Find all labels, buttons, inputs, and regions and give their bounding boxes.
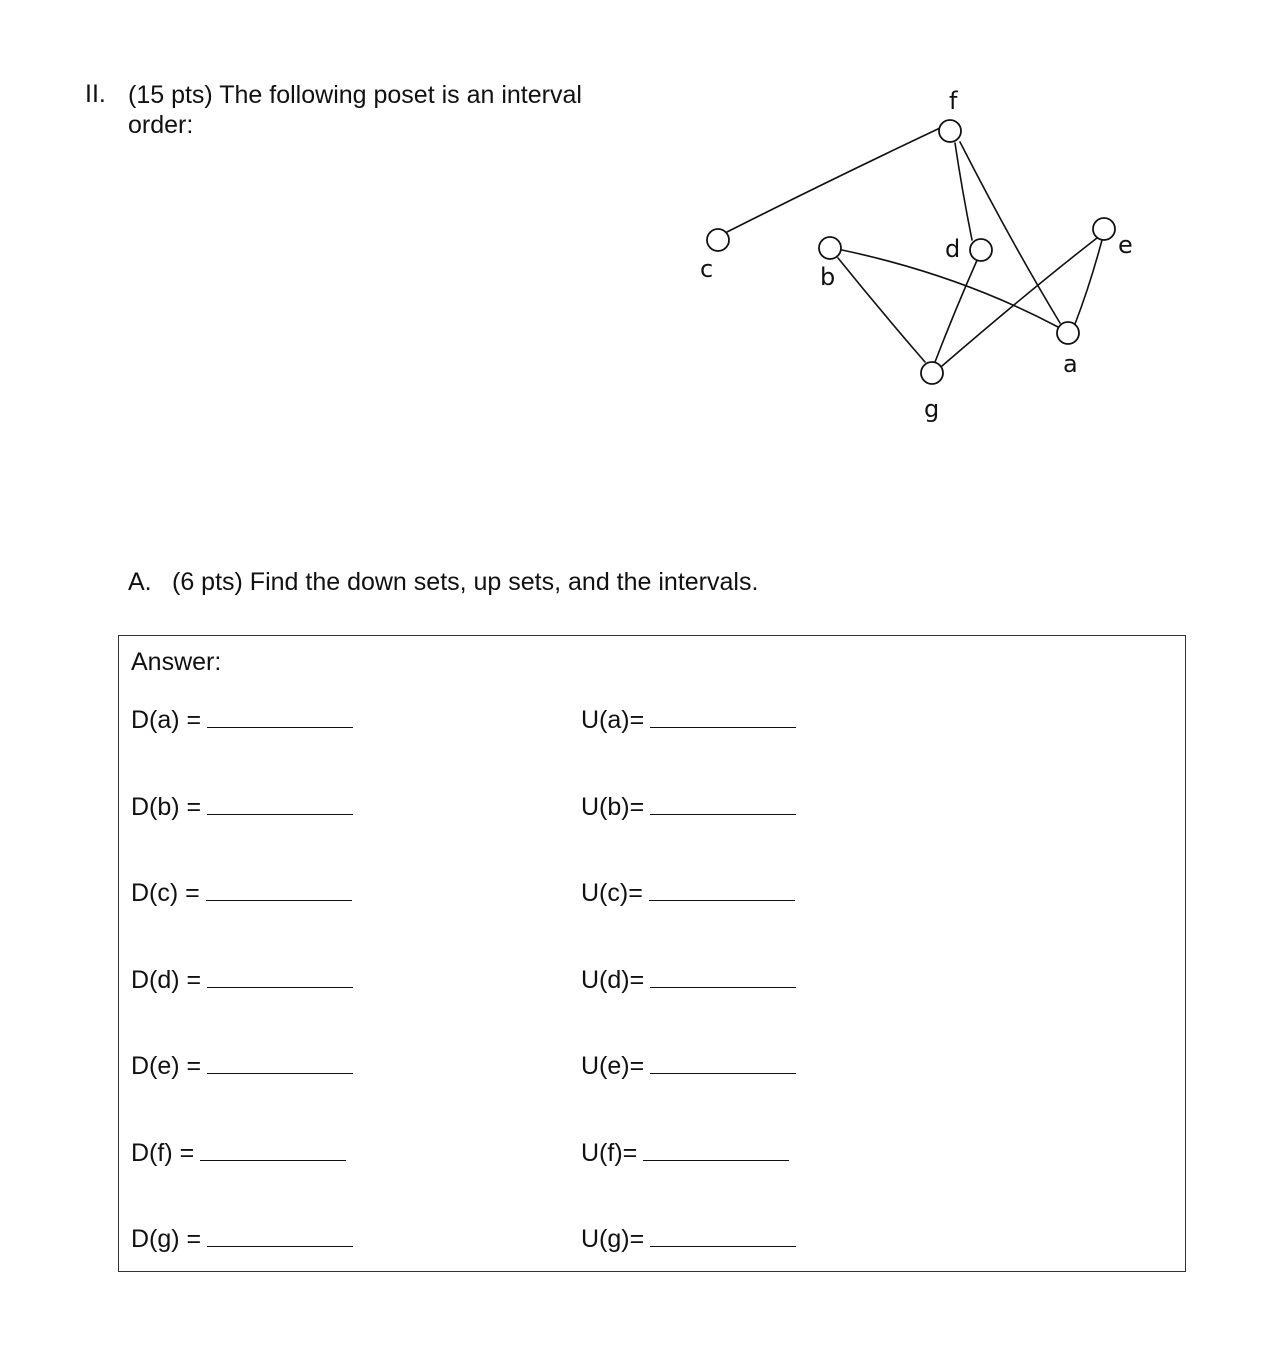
up-set-blank-f[interactable] — [643, 1159, 789, 1161]
edge-d-f — [955, 143, 972, 240]
down-set-blank-c[interactable] — [206, 899, 352, 901]
label-b: b — [820, 263, 836, 291]
up-set-row-d — [581, 966, 796, 995]
down-set-blank-f[interactable] — [200, 1159, 346, 1161]
label-e: e — [1118, 231, 1133, 259]
up-set-row-e — [581, 1052, 796, 1081]
down-set-row-c — [131, 879, 352, 908]
down-set-row-a — [131, 706, 353, 735]
edge-g-d — [935, 258, 978, 362]
up-set-row-a — [581, 706, 796, 735]
down-set-blank-b[interactable] — [207, 813, 353, 815]
down-set-label-c: D(c) = — [131, 879, 200, 907]
part-a-text: (6 pts) Find the down sets, up sets, and the intervals. — [172, 568, 759, 596]
node-d — [970, 239, 992, 261]
label-c: c — [700, 255, 714, 283]
up-set-row-g — [581, 1225, 796, 1254]
poset-hasse-diagram — [0, 0, 1282, 460]
up-set-label-a: U(a)= — [581, 706, 645, 734]
down-set-blank-a[interactable] — [207, 726, 353, 728]
up-set-blank-d[interactable] — [650, 986, 796, 988]
question-number: II. — [85, 80, 106, 108]
answer-label: Answer: — [131, 648, 222, 676]
label-g: g — [924, 395, 940, 423]
edge-a-f — [960, 142, 1060, 323]
down-set-label-b: D(b) = — [131, 793, 202, 821]
down-set-label-d: D(d) = — [131, 966, 202, 994]
up-set-row-b — [581, 793, 796, 822]
up-set-label-d: U(d)= — [581, 966, 645, 994]
node-f — [939, 120, 961, 142]
part-a-prompt — [128, 568, 758, 597]
up-set-blank-e[interactable] — [650, 1072, 796, 1074]
edge-g-b — [838, 258, 925, 362]
down-set-row-f — [131, 1139, 346, 1168]
node-b — [819, 237, 841, 259]
label-f: f — [949, 87, 958, 115]
up-set-row-f — [581, 1139, 789, 1168]
up-set-blank-a[interactable] — [650, 726, 796, 728]
down-set-row-b — [131, 793, 353, 822]
edge-g-e — [942, 238, 1097, 366]
up-set-blank-b[interactable] — [650, 813, 796, 815]
down-set-label-a: D(a) = — [131, 706, 202, 734]
up-set-label-e: U(e)= — [581, 1052, 645, 1080]
down-set-row-e — [131, 1052, 353, 1081]
down-set-label-e: D(e) = — [131, 1052, 202, 1080]
answer-box — [118, 635, 1186, 1272]
label-a: a — [1063, 350, 1078, 378]
up-set-blank-c[interactable] — [649, 899, 795, 901]
node-c — [707, 229, 729, 251]
up-set-label-b: U(b)= — [581, 793, 645, 821]
down-set-row-g — [131, 1225, 353, 1254]
down-set-label-g: D(g) = — [131, 1225, 202, 1253]
down-set-blank-g[interactable] — [207, 1245, 353, 1247]
down-set-blank-d[interactable] — [207, 986, 353, 988]
down-set-label-f: D(f) = — [131, 1139, 195, 1167]
node-e — [1093, 218, 1115, 240]
up-set-row-c — [581, 879, 795, 908]
edge-c-f — [727, 128, 940, 232]
down-set-row-d — [131, 966, 353, 995]
up-set-blank-g[interactable] — [650, 1245, 796, 1247]
up-set-label-g: U(g)= — [581, 1225, 645, 1253]
node-g — [921, 362, 943, 384]
up-set-label-f: U(f)= — [581, 1139, 638, 1167]
node-a — [1057, 322, 1079, 344]
part-a-letter: A. — [128, 568, 152, 596]
up-set-label-c: U(c)= — [581, 879, 643, 907]
down-set-blank-e[interactable] — [207, 1072, 353, 1074]
label-d: d — [945, 235, 961, 263]
question-text: (15 pts) The following poset is an interval order: — [128, 81, 582, 139]
